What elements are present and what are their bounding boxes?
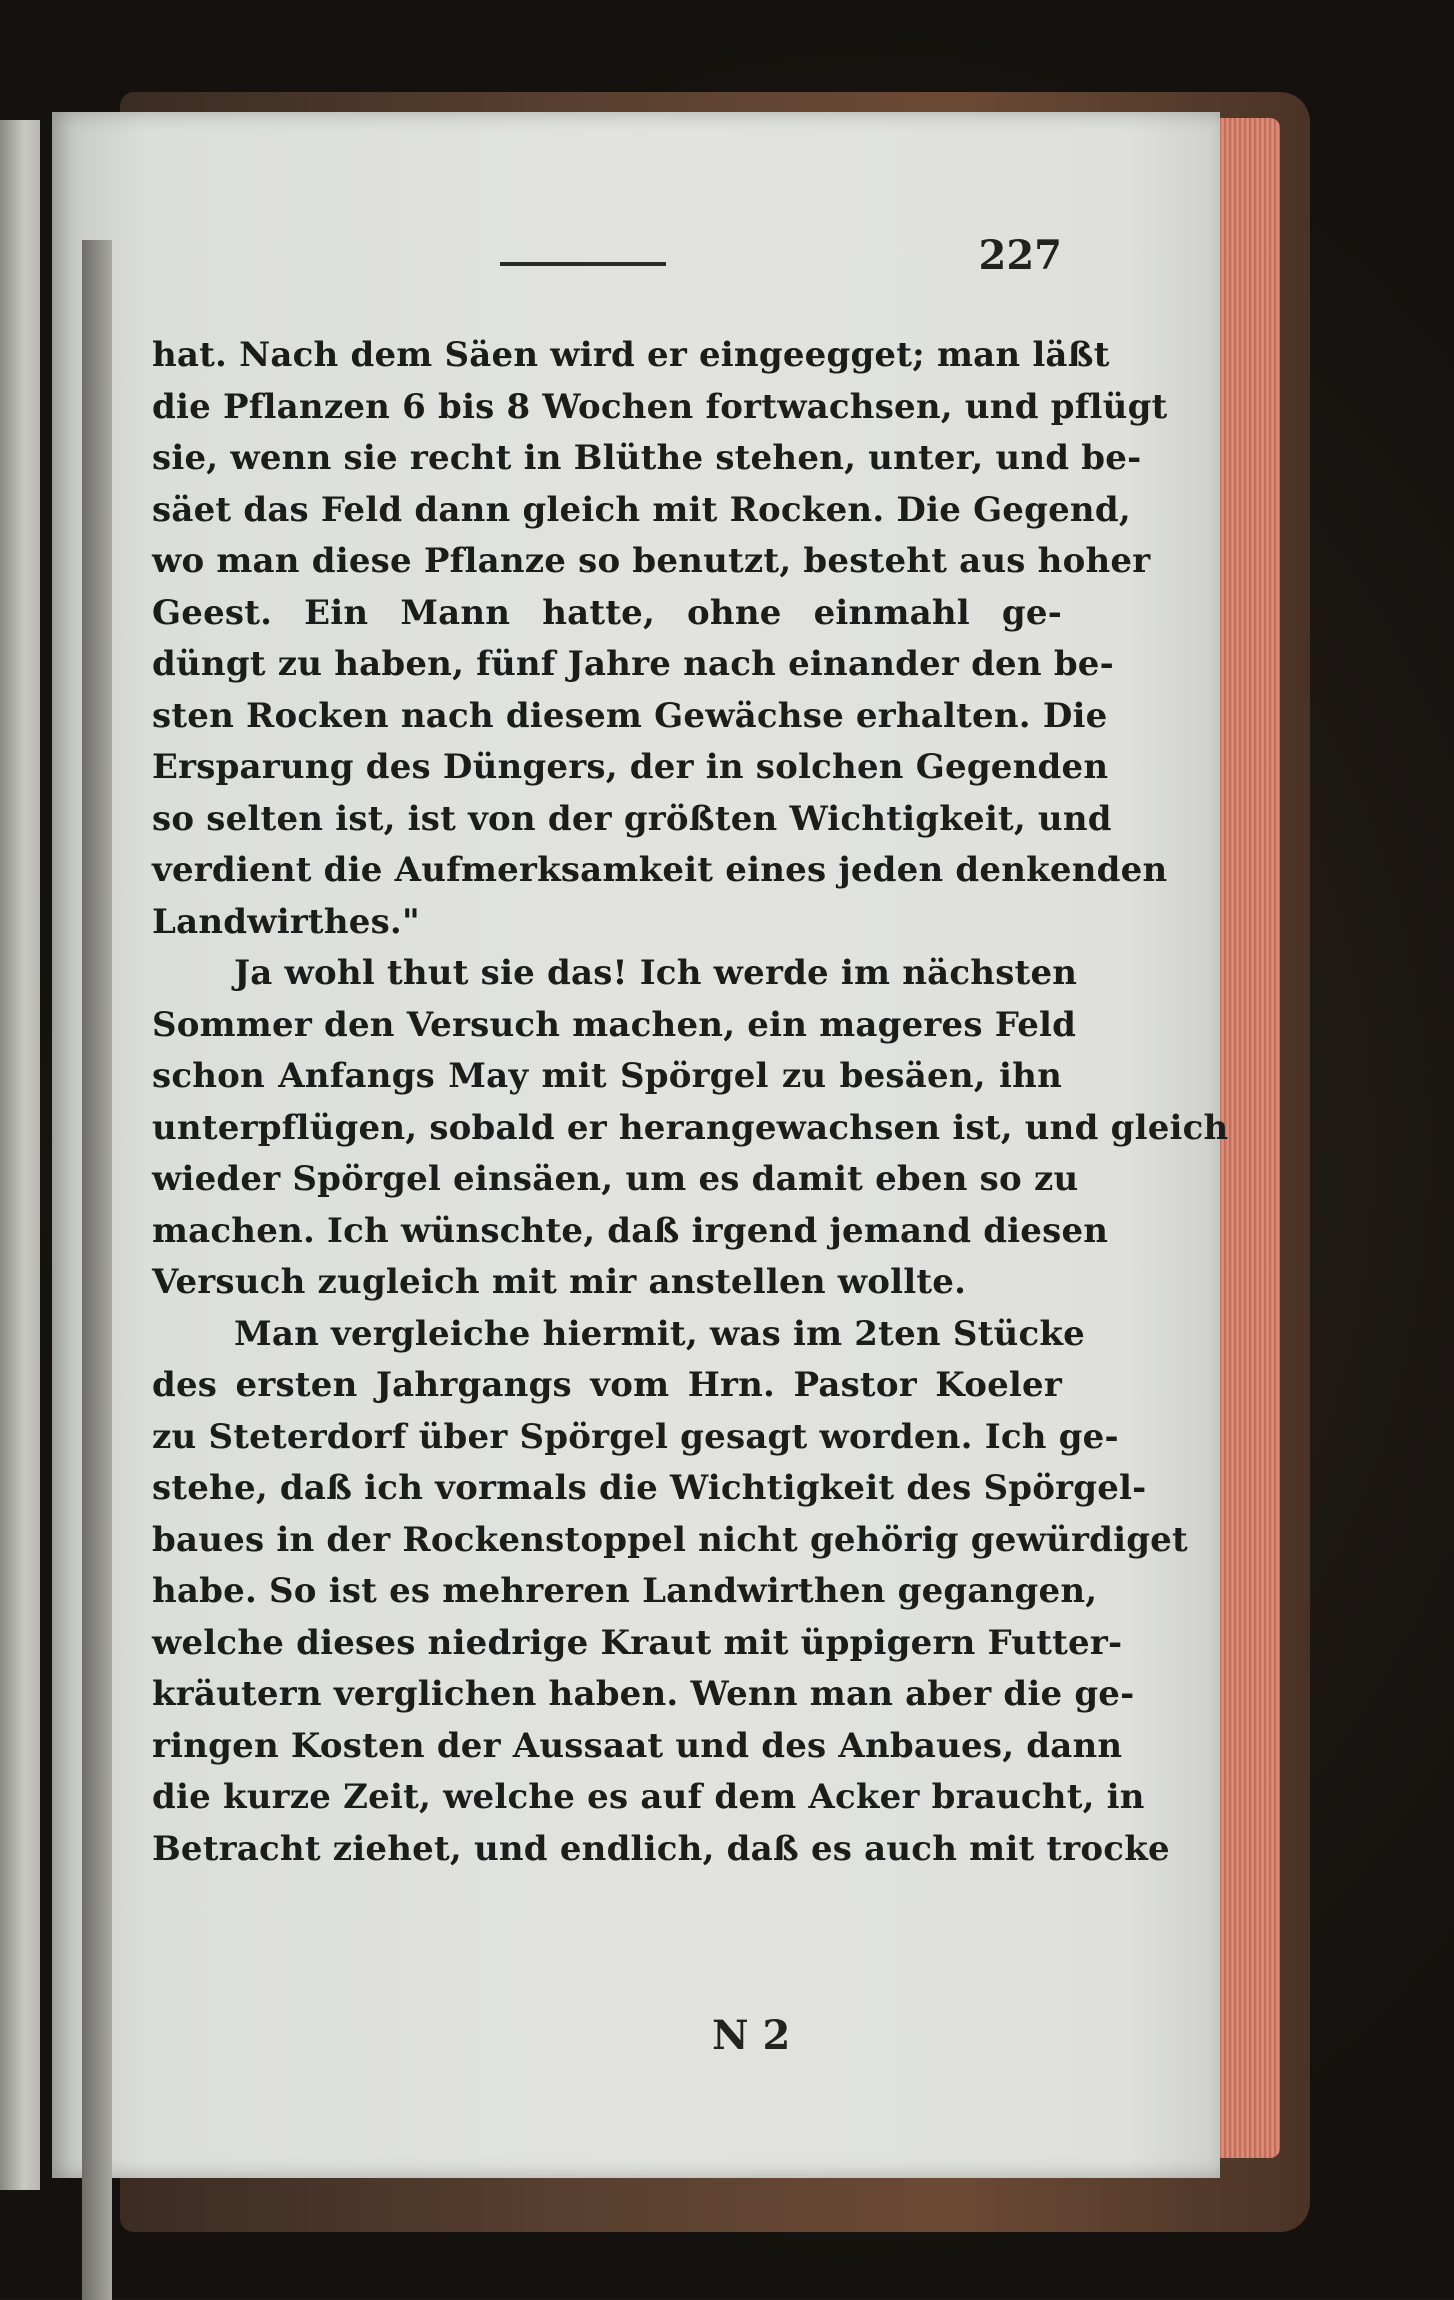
body-text bbox=[152, 330, 1229, 1875]
text-line: säet das Feld dann gleich mit Rocken. Die Gegend, bbox=[152, 489, 1131, 530]
text-line: Versuch zugleich mit mir anstellen wollte. bbox=[152, 1262, 967, 1302]
text-line: wo man diese Pflanze so benutzt, besteht aus hoher bbox=[152, 541, 1151, 581]
facing-page-edge bbox=[0, 120, 40, 2190]
text-line: die kurze Zeit, welche es auf dem Acker braucht, in bbox=[152, 1777, 1145, 1817]
header-rule bbox=[500, 262, 666, 266]
text-line: verdient die Aufmerksamkeit eines jeden denkenden bbox=[152, 850, 1168, 890]
text-line: kräutern verglichen haben. Wenn man aber die ge- bbox=[152, 1674, 1135, 1714]
book-page bbox=[52, 112, 1229, 2178]
text-line: habe. So ist es mehreren Landwirthen gegangen, bbox=[152, 1571, 1098, 1611]
text-line: Landwirthes." bbox=[152, 901, 420, 942]
text-line: sie, wenn sie recht in Blüthe stehen, unter, und be- bbox=[152, 438, 1142, 478]
text-line: schon Anfangs May mit Spörgel zu besäen, ihn bbox=[152, 1056, 1062, 1096]
text-line: ringen Kosten der Aussaat und des Anbaues, dann bbox=[152, 1725, 1123, 1766]
text-line: Man vergleiche hiermit, was im 2ten Stücke bbox=[234, 1313, 1085, 1354]
text-line: düngt zu haben, fünf Jahre nach einander den be- bbox=[152, 644, 1114, 684]
text-line: Ja wohl thut sie das! Ich werde im nächsten bbox=[234, 953, 1078, 993]
text-line: Geest. Ein Mann hatte, ohne einmahl ge- bbox=[152, 592, 1062, 633]
text-line: hat. Nach dem Säen wird er eingeegget; man läßt bbox=[152, 335, 1110, 375]
text-line: baues in der Rockenstoppel nicht gehörig gewürdiget bbox=[152, 1519, 1188, 1560]
text-line: wieder Spörgel einsäen, um es damit eben so zu bbox=[152, 1159, 1079, 1199]
signature-mark: N 2 bbox=[712, 2012, 791, 2059]
text-line: Sommer den Versuch machen, ein mageres Feld bbox=[152, 1004, 1077, 1045]
text-line: sten Rocken nach diesem Gewächse erhalten. Die bbox=[152, 695, 1108, 736]
page-header bbox=[52, 112, 1220, 282]
text-line: machen. Ich wünschte, daß irgend jemand diesen bbox=[152, 1210, 1109, 1251]
text-line: zu Steterdorf über Spörgel gesagt worden. Ich ge- bbox=[152, 1416, 1119, 1457]
text-line: Betracht ziehet, und endlich, daß es auch mit trocke bbox=[152, 1828, 1170, 1869]
text-line: des ersten Jahrgangs vom Hrn. Pastor Koeler bbox=[152, 1365, 1062, 1405]
text-line: so selten ist, ist von der größten Wichtigkeit, und bbox=[152, 798, 1112, 839]
text-line: Ersparung des Düngers, der in solchen Gegenden bbox=[152, 747, 1109, 787]
text-line: welche dieses niedrige Kraut mit üppigern Futter- bbox=[152, 1622, 1123, 1663]
text-line: unterpflügen, sobald er herangewachsen ist, und gleich bbox=[152, 1107, 1229, 1148]
text-line: die Pflanzen 6 bis 8 Wochen fortwachsen, und pflügt bbox=[152, 386, 1168, 427]
page-gutter bbox=[82, 240, 112, 2300]
page-number: 227 bbox=[978, 232, 1062, 279]
text-line: stehe, daß ich vormals die Wichtigkeit des Spörgel- bbox=[152, 1468, 1147, 1508]
